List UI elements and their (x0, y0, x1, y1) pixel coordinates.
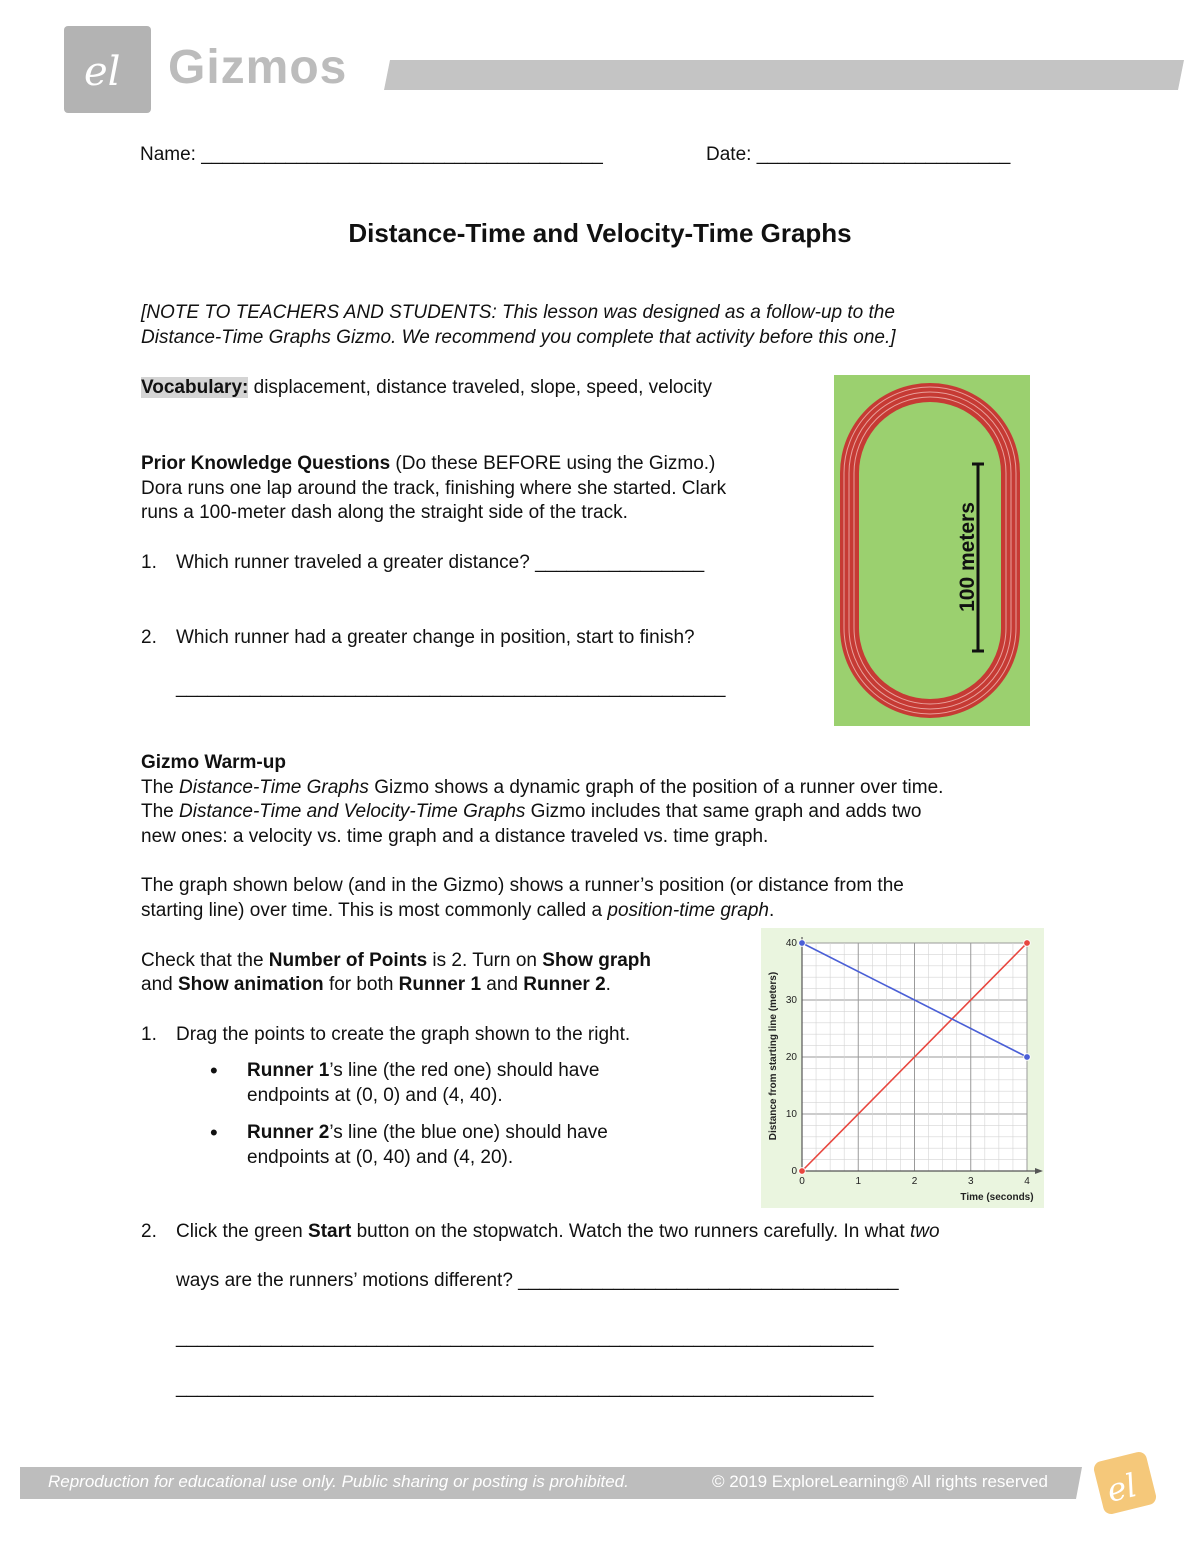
x-tick-label: 4 (1024, 1176, 1030, 1187)
control-name: Start (308, 1221, 352, 1242)
gizmo-name: Distance-Time Graphs (179, 777, 369, 798)
position-time-chart (761, 928, 1044, 1208)
text-span: The (141, 801, 180, 822)
check-line-2 (141, 972, 611, 997)
runner-name: Runner 1 (398, 974, 482, 995)
text-span: and (141, 974, 178, 995)
check-line-1 (141, 948, 651, 973)
vocabulary-terms: displacement, distance traveled, slope, speed, velocity (248, 377, 713, 398)
y-tick-label: 30 (785, 995, 797, 1006)
text-span: for both (323, 974, 399, 995)
chart-xlabel: Time (seconds) (960, 1192, 1034, 1203)
note-line-1: [NOTE TO TEACHERS AND STUDENTS: This lesson was designed as a follow-up to the (141, 302, 895, 323)
prior-text-1: Dora runs one lap around the track, finishing where she started. Clark (141, 478, 727, 499)
bullet-runner-1-line-1 (247, 1058, 599, 1083)
prior-heading-text: Prior Knowledge Questions (141, 453, 391, 474)
bullet-runner-2-line-2: endpoints at (0, 40) and (4, 20). (247, 1147, 514, 1168)
warmup-paragraph-line-1 (141, 775, 943, 800)
el-logo-icon (1090, 1448, 1160, 1518)
bullet-icon: • (210, 1058, 218, 1083)
text-span: Click the green (176, 1221, 309, 1242)
x-tick-label: 1 (855, 1176, 862, 1187)
gizmo-name: Distance-Time and Velocity-Time Graphs (179, 801, 526, 822)
date-field (706, 142, 1010, 167)
date-label: Date: (706, 144, 752, 165)
warmup-paragraph-line-4: The graph shown below (and in the Gizmo) shows a runner’s position (or distance from the (141, 875, 904, 896)
text-span: and (481, 974, 524, 995)
y-tick-label: 10 (785, 1109, 797, 1120)
step-2-text (176, 1219, 940, 1244)
series-point-2 (1024, 1054, 1031, 1061)
y-tick-label: 20 (785, 1052, 797, 1063)
prior-q1-text: Which runner traveled a greater distance? ________________ (176, 552, 705, 573)
step-1-text: Drag the points to create the graph shown to the right. (176, 1024, 631, 1045)
brand-name: Gizmos (168, 41, 348, 94)
header-bar (384, 60, 1184, 90)
text-span: starting line) over time. This is most commonly called a (141, 900, 608, 921)
page-title: Distance-Time and Velocity-Time Graphs (348, 218, 852, 248)
term: position-time graph (607, 900, 769, 921)
runner-name: Runner 2 (523, 974, 606, 995)
prior-q1-number: 1. (141, 552, 157, 573)
warmup-heading: Gizmo Warm-up (141, 752, 286, 773)
chart-ylabel: Distance from starting line (meters) (768, 971, 779, 1141)
note-line-2: Distance-Time Graphs Gizmo. We recommend you complete that activity before this one.] (141, 327, 896, 348)
series-point-2 (799, 940, 806, 947)
control-name: Show animation (177, 974, 324, 995)
name-field (140, 142, 603, 167)
step-2-number: 2. (141, 1221, 157, 1242)
track-image (834, 375, 1030, 726)
text-span: Gizmo shows a dynamic graph of the position of a runner over time. (368, 777, 944, 798)
text-span: ’s line (the blue one) should have (329, 1122, 608, 1143)
prior-q2-answer-line: ____________________________________________________ (176, 677, 726, 698)
footer-disclaimer: Reproduction for educational use only. Public sharing or posting is prohibited. (48, 1472, 629, 1491)
text-span: ’s line (the red one) should have (329, 1060, 600, 1081)
text-span: Gizmo includes that same graph and adds two (525, 801, 922, 822)
date-line: ________________________ (756, 144, 1011, 165)
prior-q2-number: 2. (141, 627, 157, 648)
prior-heading-suffix: (Do these BEFORE using the Gizmo.) (390, 453, 716, 474)
warmup-paragraph-line-2 (141, 799, 921, 824)
step-1-number: 1. (141, 1024, 157, 1045)
step-2-answer-line-1: ways are the runners’ motions different? ____________________________________ (176, 1270, 899, 1291)
track-label: 100 meters (956, 502, 979, 612)
vocabulary-label: Vocabulary: (141, 377, 249, 398)
text-span: button on the stopwatch. Watch the two runners carefully. In what (351, 1221, 910, 1242)
x-tick-label: 3 (967, 1176, 974, 1187)
bullet-runner-2-line-1 (247, 1120, 608, 1145)
svg-text:el: el (83, 48, 120, 95)
step-2-answer-line-2: __________________________________________________________________ (176, 1327, 874, 1348)
warmup-paragraph-line-5 (141, 898, 774, 923)
text-span: is 2. Turn on (427, 950, 543, 971)
runner-name: Runner 1 (247, 1060, 330, 1081)
y-tick-label: 40 (785, 938, 797, 949)
x-tick-label: 0 (799, 1176, 805, 1187)
step-2-answer-line-3: __________________________________________________________________ (176, 1377, 874, 1398)
text-span: The (141, 777, 180, 798)
svg-text:el: el (1102, 1465, 1141, 1510)
text-span: Check that the (141, 950, 269, 971)
warmup-paragraph-line-3: new ones: a velocity vs. time graph and a distance traveled vs. time graph. (141, 826, 769, 847)
prior-heading (141, 451, 715, 476)
control-name: Number of Points (268, 950, 428, 971)
emphasis: two (910, 1221, 940, 1242)
prior-q2-text: Which runner had a greater change in position, start to finish? (176, 627, 695, 648)
series-point-1 (1024, 940, 1031, 947)
bullet-runner-1-line-2: endpoints at (0, 0) and (4, 40). (247, 1085, 503, 1106)
name-label: Name: (140, 144, 196, 165)
x-tick-label: 2 (911, 1176, 918, 1187)
text-span: . (605, 974, 611, 995)
prior-text-2: runs a 100-meter dash along the straight side of the track. (141, 502, 628, 523)
name-line: ______________________________________ (201, 144, 603, 165)
text-span: . (768, 900, 775, 921)
bullet-icon: • (210, 1120, 218, 1145)
footer-copyright: © 2019 ExploreLearning® All rights reserved (712, 1472, 1048, 1491)
control-name: Show graph (542, 950, 651, 971)
vocabulary (141, 375, 712, 400)
runner-name: Runner 2 (247, 1122, 330, 1143)
el-logo-icon (64, 26, 151, 113)
y-tick-label: 0 (791, 1166, 797, 1177)
series-point-1 (799, 1168, 806, 1175)
